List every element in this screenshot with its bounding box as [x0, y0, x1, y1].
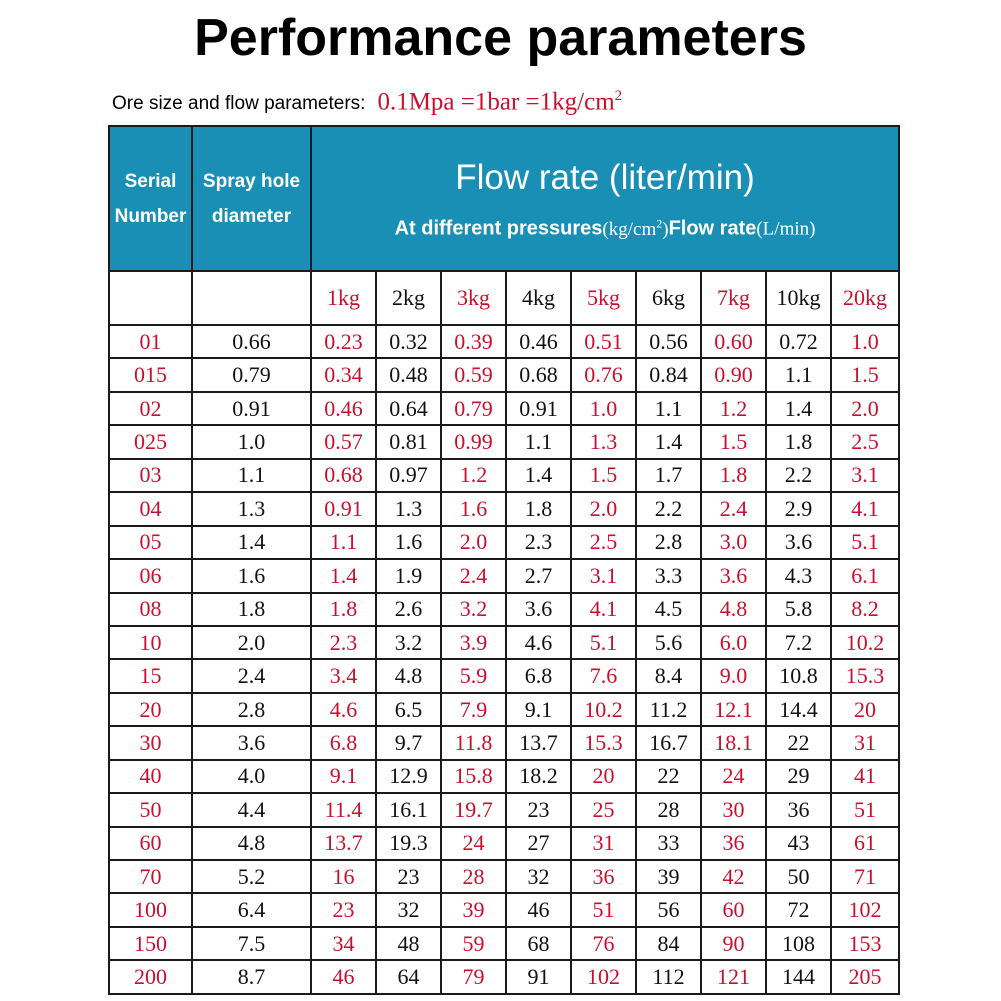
diameter-cell: 2.0	[192, 626, 311, 659]
flow-value-cell: 0.46	[311, 392, 376, 425]
flow-value-cell: 0.56	[636, 325, 701, 358]
flow-value-cell: 2.8	[636, 526, 701, 559]
flow-value-cell: 0.64	[376, 392, 441, 425]
diameter-cell: 8.7	[192, 960, 311, 994]
table-row	[109, 459, 899, 492]
flow-value-cell: 3.2	[441, 593, 506, 626]
flow-value-cell: 32	[376, 893, 441, 926]
flow-value-cell: 19.7	[441, 793, 506, 826]
flow-value-cell: 5.1	[831, 526, 899, 559]
flow-value-cell: 3.6	[766, 526, 831, 559]
flow-value-cell: 0.76	[571, 358, 636, 391]
flow-value-cell: 1.9	[376, 559, 441, 592]
pressure-label: 20kg	[831, 271, 899, 325]
table-row	[109, 392, 899, 425]
flow-value-cell: 30	[701, 793, 766, 826]
flow-value-cell: 121	[701, 960, 766, 994]
serial-number-cell: 50	[109, 793, 192, 826]
table-row	[109, 593, 899, 626]
flow-value-cell: 7.9	[441, 693, 506, 726]
table-row	[109, 893, 899, 926]
flow-value-cell: 102	[831, 893, 899, 926]
flow-value-cell: 3.0	[701, 526, 766, 559]
flow-value-cell: 2.2	[766, 459, 831, 492]
diameter-cell: 0.66	[192, 325, 311, 358]
flow-value-cell: 48	[376, 927, 441, 960]
flow-value-cell: 31	[571, 827, 636, 860]
header-serial-number: Serial Number	[109, 126, 192, 271]
flow-value-cell: 56	[636, 893, 701, 926]
flow-value-cell: 16	[311, 860, 376, 893]
serial-number-cell: 30	[109, 726, 192, 759]
flow-value-cell: 0.68	[311, 459, 376, 492]
flow-sub-unit2: (L/min)	[756, 218, 816, 240]
unit-conversion-formula	[377, 88, 622, 116]
flow-value-cell: 1.3	[376, 492, 441, 525]
flow-value-cell: 3.4	[311, 659, 376, 692]
flow-value-cell: 76	[571, 927, 636, 960]
flow-value-cell: 0.84	[636, 358, 701, 391]
flow-value-cell: 1.5	[831, 358, 899, 391]
serial-number-cell: 04	[109, 492, 192, 525]
flow-value-cell: 1.3	[571, 425, 636, 458]
flow-value-cell: 3.9	[441, 626, 506, 659]
flow-value-cell: 5.8	[766, 593, 831, 626]
serial-number-cell: 200	[109, 960, 192, 994]
table-row	[109, 358, 899, 391]
flow-value-cell: 72	[766, 893, 831, 926]
table-row	[109, 425, 899, 458]
diameter-cell: 3.6	[192, 726, 311, 759]
flow-value-cell: 9.7	[376, 726, 441, 759]
flow-value-cell: 3.2	[376, 626, 441, 659]
flow-value-cell: 46	[311, 960, 376, 994]
serial-number-cell: 20	[109, 693, 192, 726]
serial-number-cell: 02	[109, 392, 192, 425]
flow-value-cell: 0.81	[376, 425, 441, 458]
flow-value-cell: 0.68	[506, 358, 571, 391]
flow-value-cell: 6.0	[701, 626, 766, 659]
flow-value-cell: 10.2	[831, 626, 899, 659]
diameter-cell: 1.8	[192, 593, 311, 626]
flow-value-cell: 5.9	[441, 659, 506, 692]
flow-sub-unit-text: (kg/cm	[602, 218, 657, 240]
table-row	[109, 726, 899, 759]
serial-number-cell: 70	[109, 860, 192, 893]
pressure-label: 4kg	[506, 271, 571, 325]
pressure-label: 10kg	[766, 271, 831, 325]
flow-value-cell: 1.8	[311, 593, 376, 626]
diameter-cell: 4.0	[192, 760, 311, 793]
flow-rate-subtitle	[312, 208, 898, 244]
flow-value-cell: 0.97	[376, 459, 441, 492]
diameter-cell: 2.8	[192, 693, 311, 726]
flow-value-cell: 4.8	[701, 593, 766, 626]
serial-number-cell: 01	[109, 325, 192, 358]
flow-value-cell: 3.1	[831, 459, 899, 492]
serial-number-cell: 08	[109, 593, 192, 626]
flow-value-cell: 19.3	[376, 827, 441, 860]
diameter-cell: 1.0	[192, 425, 311, 458]
flow-value-cell: 0.99	[441, 425, 506, 458]
diameter-cell: 1.6	[192, 559, 311, 592]
blank-serial-cell	[109, 271, 192, 325]
flow-value-cell: 0.39	[441, 325, 506, 358]
diameter-cell: 0.91	[192, 392, 311, 425]
diameter-cell: 1.1	[192, 459, 311, 492]
header-flow-rate	[311, 126, 899, 271]
flow-value-cell: 0.48	[376, 358, 441, 391]
flow-value-cell: 4.8	[376, 659, 441, 692]
flow-value-cell: 36	[701, 827, 766, 860]
flow-value-cell: 4.1	[571, 593, 636, 626]
table-row	[109, 325, 899, 358]
flow-value-cell: 28	[441, 860, 506, 893]
flow-value-cell: 91	[506, 960, 571, 994]
flow-value-cell: 1.4	[766, 392, 831, 425]
flow-value-cell: 64	[376, 960, 441, 994]
flow-value-cell: 22	[766, 726, 831, 759]
flow-sub-unit-close: )	[662, 218, 669, 240]
flow-value-cell: 32	[506, 860, 571, 893]
flow-value-cell: 2.2	[636, 492, 701, 525]
formula-superscript: 2	[614, 88, 623, 104]
flow-value-cell: 1.8	[506, 492, 571, 525]
flow-value-cell: 144	[766, 960, 831, 994]
flow-value-cell: 9.0	[701, 659, 766, 692]
flow-value-cell: 4.6	[506, 626, 571, 659]
flow-value-cell: 13.7	[506, 726, 571, 759]
flow-value-cell: 20	[831, 693, 899, 726]
flow-value-cell: 10.2	[571, 693, 636, 726]
diameter-cell: 4.4	[192, 793, 311, 826]
flow-value-cell: 1.1	[506, 425, 571, 458]
serial-number-cell: 05	[109, 526, 192, 559]
flow-value-cell: 34	[311, 927, 376, 960]
flow-value-cell: 153	[831, 927, 899, 960]
subtitle-line	[112, 88, 622, 124]
flow-value-cell: 1.1	[636, 392, 701, 425]
flow-value-cell: 46	[506, 893, 571, 926]
serial-number-cell: 40	[109, 760, 192, 793]
flow-value-cell: 61	[831, 827, 899, 860]
flow-value-cell: 0.60	[701, 325, 766, 358]
flow-value-cell: 3.6	[506, 593, 571, 626]
flow-value-cell: 12.1	[701, 693, 766, 726]
serial-number-cell: 60	[109, 827, 192, 860]
pressure-label: 3kg	[441, 271, 506, 325]
subtitle-label: Ore size and flow parameters:	[112, 93, 366, 115]
flow-value-cell: 5.1	[571, 626, 636, 659]
flow-value-cell: 68	[506, 927, 571, 960]
flow-value-cell: 1.6	[376, 526, 441, 559]
flow-value-cell: 27	[506, 827, 571, 860]
flow-value-cell: 0.90	[701, 358, 766, 391]
flow-value-cell: 42	[701, 860, 766, 893]
table-row	[109, 960, 899, 994]
flow-value-cell: 59	[441, 927, 506, 960]
diameter-cell: 1.4	[192, 526, 311, 559]
flow-value-cell: 2.5	[831, 425, 899, 458]
flow-value-cell: 11.2	[636, 693, 701, 726]
flow-value-cell: 41	[831, 760, 899, 793]
flow-value-cell: 1.6	[441, 492, 506, 525]
flow-value-cell: 60	[701, 893, 766, 926]
flow-value-cell: 9.1	[311, 760, 376, 793]
flow-value-cell: 7.6	[571, 659, 636, 692]
flow-value-cell: 13.7	[311, 827, 376, 860]
diameter-cell: 7.5	[192, 927, 311, 960]
flow-value-cell: 43	[766, 827, 831, 860]
diameter-cell: 4.8	[192, 827, 311, 860]
flow-value-cell: 1.5	[701, 425, 766, 458]
serial-number-cell: 10	[109, 626, 192, 659]
pressure-label: 2kg	[376, 271, 441, 325]
flow-value-cell: 23	[376, 860, 441, 893]
diameter-cell: 0.79	[192, 358, 311, 391]
flow-value-cell: 0.57	[311, 425, 376, 458]
flow-value-cell: 0.32	[376, 325, 441, 358]
flow-value-cell: 39	[636, 860, 701, 893]
flow-value-cell: 28	[636, 793, 701, 826]
pressure-header-row	[109, 271, 899, 325]
flow-value-cell: 11.4	[311, 793, 376, 826]
flow-value-cell: 16.7	[636, 726, 701, 759]
table-row	[109, 693, 899, 726]
flow-value-cell: 8.2	[831, 593, 899, 626]
flow-value-cell: 9.1	[506, 693, 571, 726]
flow-value-cell: 15.8	[441, 760, 506, 793]
flow-value-cell: 1.0	[831, 325, 899, 358]
flow-rate-title: Flow rate (liter/min)	[455, 158, 755, 198]
flow-value-cell: 0.91	[311, 492, 376, 525]
flow-value-cell: 25	[571, 793, 636, 826]
flow-value-cell: 90	[701, 927, 766, 960]
flow-value-cell: 12.9	[376, 760, 441, 793]
table-row	[109, 659, 899, 692]
table-row	[109, 860, 899, 893]
serial-number-cell: 15	[109, 659, 192, 692]
flow-value-cell: 36	[766, 793, 831, 826]
flow-value-cell: 0.72	[766, 325, 831, 358]
flow-value-cell: 6.8	[311, 726, 376, 759]
flow-value-cell: 50	[766, 860, 831, 893]
flow-value-cell: 24	[441, 827, 506, 860]
flow-value-cell: 2.9	[766, 492, 831, 525]
header-spray-hole-diameter: Spray hole diameter	[192, 126, 311, 271]
flow-value-cell: 14.4	[766, 693, 831, 726]
flow-value-cell: 2.6	[376, 593, 441, 626]
serial-number-cell: 100	[109, 893, 192, 926]
flow-value-cell: 2.5	[571, 526, 636, 559]
flow-value-cell: 2.0	[441, 526, 506, 559]
flow-value-cell: 2.3	[506, 526, 571, 559]
flow-value-cell: 0.46	[506, 325, 571, 358]
flow-value-cell: 4.5	[636, 593, 701, 626]
serial-number-cell: 025	[109, 425, 192, 458]
flow-value-cell: 15.3	[571, 726, 636, 759]
table-row	[109, 827, 899, 860]
diameter-cell: 5.2	[192, 860, 311, 893]
formula-text: 0.1Mpa =1bar =1kg/cm	[377, 88, 615, 116]
flow-sub-unit-sup: 2	[656, 216, 663, 231]
flow-value-cell: 1.1	[766, 358, 831, 391]
serial-number-cell: 150	[109, 927, 192, 960]
flow-value-cell: 1.8	[766, 425, 831, 458]
flow-value-cell: 29	[766, 760, 831, 793]
flow-value-cell: 16.1	[376, 793, 441, 826]
flow-value-cell: 18.2	[506, 760, 571, 793]
flow-value-cell: 5.6	[636, 626, 701, 659]
flow-value-cell: 0.59	[441, 358, 506, 391]
flow-value-cell: 71	[831, 860, 899, 893]
flow-value-cell: 10.8	[766, 659, 831, 692]
flow-value-cell: 1.8	[701, 459, 766, 492]
flow-value-cell: 84	[636, 927, 701, 960]
serial-number-cell: 06	[109, 559, 192, 592]
page-title: Performance parameters	[194, 9, 807, 67]
serial-number-cell: 015	[109, 358, 192, 391]
flow-value-cell: 79	[441, 960, 506, 994]
flow-value-cell: 3.6	[701, 559, 766, 592]
flow-value-cell: 22	[636, 760, 701, 793]
flow-value-cell: 0.23	[311, 325, 376, 358]
flow-value-cell: 51	[831, 793, 899, 826]
flow-value-cell: 1.2	[701, 392, 766, 425]
table-row	[109, 760, 899, 793]
flow-value-cell: 15.3	[831, 659, 899, 692]
table-row	[109, 793, 899, 826]
table-row	[109, 526, 899, 559]
pressure-label: 6kg	[636, 271, 701, 325]
flow-value-cell: 1.2	[441, 459, 506, 492]
flow-value-cell: 4.3	[766, 559, 831, 592]
flow-value-cell: 2.0	[571, 492, 636, 525]
serial-number-cell: 03	[109, 459, 192, 492]
table-row	[109, 927, 899, 960]
flow-value-cell: 4.1	[831, 492, 899, 525]
flow-value-cell: 31	[831, 726, 899, 759]
flow-value-cell: 24	[701, 760, 766, 793]
flow-value-cell: 1.7	[636, 459, 701, 492]
flow-value-cell: 51	[571, 893, 636, 926]
flow-value-cell: 8.4	[636, 659, 701, 692]
flow-value-cell: 2.4	[441, 559, 506, 592]
diameter-cell: 6.4	[192, 893, 311, 926]
flow-value-cell: 0.91	[506, 392, 571, 425]
flow-value-cell: 36	[571, 860, 636, 893]
flow-value-cell: 11.8	[441, 726, 506, 759]
flow-sub-unit	[602, 216, 669, 240]
flow-sub-pressures: At different pressures	[394, 217, 603, 240]
flow-value-cell: 1.5	[571, 459, 636, 492]
flow-value-cell: 33	[636, 827, 701, 860]
flow-value-cell: 0.51	[571, 325, 636, 358]
flow-value-cell: 6.1	[831, 559, 899, 592]
table-row	[109, 559, 899, 592]
flow-value-cell: 3.3	[636, 559, 701, 592]
flow-value-cell: 1.4	[506, 459, 571, 492]
flow-value-cell: 4.6	[311, 693, 376, 726]
flow-value-cell: 108	[766, 927, 831, 960]
flow-value-cell: 23	[506, 793, 571, 826]
table-row	[109, 492, 899, 525]
flow-value-cell: 1.1	[311, 526, 376, 559]
flow-value-cell: 2.4	[701, 492, 766, 525]
flow-value-cell: 23	[311, 893, 376, 926]
table-body	[109, 271, 899, 994]
flow-rate-table	[108, 125, 900, 995]
flow-value-cell: 1.0	[571, 392, 636, 425]
flow-value-cell: 2.0	[831, 392, 899, 425]
flow-value-cell: 18.1	[701, 726, 766, 759]
flow-value-cell: 2.7	[506, 559, 571, 592]
flow-value-cell: 112	[636, 960, 701, 994]
flow-value-cell: 3.1	[571, 559, 636, 592]
flow-value-cell: 1.4	[636, 425, 701, 458]
flow-value-cell: 39	[441, 893, 506, 926]
blank-diameter-cell	[192, 271, 311, 325]
flow-value-cell: 1.4	[311, 559, 376, 592]
pressure-label: 5kg	[571, 271, 636, 325]
diameter-cell: 1.3	[192, 492, 311, 525]
table-row	[109, 626, 899, 659]
flow-value-cell: 20	[571, 760, 636, 793]
flow-value-cell: 102	[571, 960, 636, 994]
flow-value-cell: 0.34	[311, 358, 376, 391]
flow-value-cell: 6.8	[506, 659, 571, 692]
flow-sub-flowrate: Flow rate	[668, 217, 757, 240]
flow-value-cell: 6.5	[376, 693, 441, 726]
flow-value-cell: 2.3	[311, 626, 376, 659]
flow-value-cell: 205	[831, 960, 899, 994]
flow-value-cell: 7.2	[766, 626, 831, 659]
pressure-label: 1kg	[311, 271, 376, 325]
diameter-cell: 2.4	[192, 659, 311, 692]
flow-value-cell: 0.79	[441, 392, 506, 425]
pressure-label: 7kg	[701, 271, 766, 325]
